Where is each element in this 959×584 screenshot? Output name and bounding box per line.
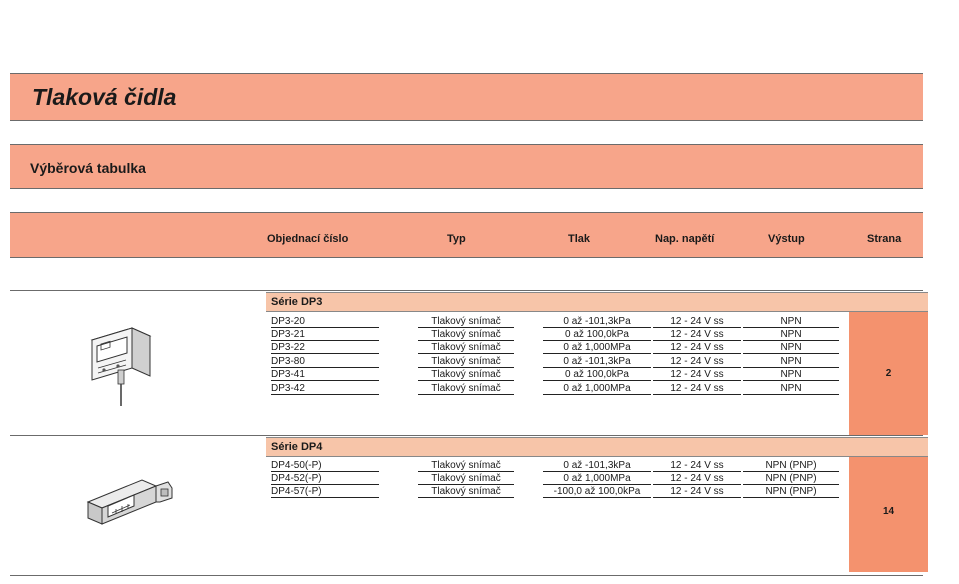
cell-pressure: 0 až -101,3kPa [543, 355, 651, 368]
cell-pressure: 0 až 1,000MPa [543, 382, 651, 395]
cell-voltage: 12 - 24 V ss [653, 472, 741, 485]
header-voltage: Nap. napětí [655, 233, 715, 245]
header-order: Objednací číslo [267, 233, 349, 245]
cell-output: NPN [743, 368, 839, 381]
cell-pressure: 0 až -101,3kPa [543, 459, 651, 472]
cell-type: Tlakový snímač [418, 459, 514, 472]
page-cell-dp4 [849, 457, 928, 572]
cell-type: Tlakový snímač [418, 368, 514, 381]
cell-output: NPN [743, 382, 839, 395]
cell-voltage: 12 - 24 V ss [653, 459, 741, 472]
page-cell-dp3 [849, 312, 928, 435]
cell-order: DP3-41 [271, 368, 379, 381]
page-subtitle: Výběrová tabulka [30, 160, 146, 176]
subtitle-band [10, 144, 923, 189]
cell-pressure: 0 až 1,000MPa [543, 472, 651, 485]
series-header-dp3 [266, 292, 928, 312]
series-name: Série DP3 [271, 296, 323, 308]
cell-type: Tlakový snímač [418, 341, 514, 354]
cell-order: DP4-57(-P) [271, 485, 379, 498]
cell-pressure: 0 až 100,0kPa [543, 328, 651, 341]
cell-order: DP3-22 [271, 341, 379, 354]
dp4-sensor-image [82, 468, 178, 543]
series-name: Série DP4 [271, 441, 323, 453]
cell-order: DP3-20 [271, 315, 379, 328]
dp4-sensor-icon [82, 468, 178, 538]
cell-pressure: 0 až 1,000MPa [543, 341, 651, 354]
cell-type: Tlakový snímač [418, 382, 514, 395]
cell-output: NPN [743, 355, 839, 368]
cell-output: NPN [743, 315, 839, 328]
cell-output: NPN [743, 328, 839, 341]
cell-pressure: 0 až -101,3kPa [543, 315, 651, 328]
cell-voltage: 12 - 24 V ss [653, 485, 741, 498]
cell-voltage: 12 - 24 V ss [653, 341, 741, 354]
header-output: Výstup [768, 233, 805, 245]
cell-voltage: 12 - 24 V ss [653, 355, 741, 368]
cell-type: Tlakový snímač [418, 355, 514, 368]
section-divider [10, 575, 923, 576]
cell-pressure: -100,0 až 100,0kPa [543, 485, 651, 498]
cell-order: DP3-80 [271, 355, 379, 368]
cell-order: DP4-50(-P) [271, 459, 379, 472]
cell-output: NPN (PNP) [743, 485, 839, 498]
cell-output: NPN [743, 341, 839, 354]
cell-pressure: 0 až 100,0kPa [543, 368, 651, 381]
dp3-sensor-icon [88, 320, 160, 408]
cell-order: DP3-42 [271, 382, 379, 395]
section-divider [10, 435, 923, 436]
page-title: Tlaková čidla [32, 84, 177, 110]
header-type: Typ [447, 233, 466, 245]
cell-type: Tlakový snímač [418, 472, 514, 485]
dp3-sensor-image [88, 320, 160, 413]
cell-output: NPN (PNP) [743, 459, 839, 472]
header-page: Strana [867, 233, 902, 245]
series-header-dp4 [266, 437, 928, 457]
cell-voltage: 12 - 24 V ss [653, 315, 741, 328]
cell-type: Tlakový snímač [418, 328, 514, 341]
cell-type: Tlakový snímač [418, 315, 514, 328]
page-number: 14 [882, 506, 895, 517]
cell-order: DP4-52(-P) [271, 472, 379, 485]
title-band [10, 73, 923, 121]
cell-voltage: 12 - 24 V ss [653, 368, 741, 381]
cell-output: NPN (PNP) [743, 472, 839, 485]
cell-type: Tlakový snímač [418, 485, 514, 498]
cell-voltage: 12 - 24 V ss [653, 328, 741, 341]
cell-order: DP3-21 [271, 328, 379, 341]
cell-voltage: 12 - 24 V ss [653, 382, 741, 395]
table-header [10, 212, 923, 258]
section-divider [10, 290, 923, 291]
page-number: 2 [885, 368, 892, 379]
header-pressure: Tlak [568, 233, 591, 245]
